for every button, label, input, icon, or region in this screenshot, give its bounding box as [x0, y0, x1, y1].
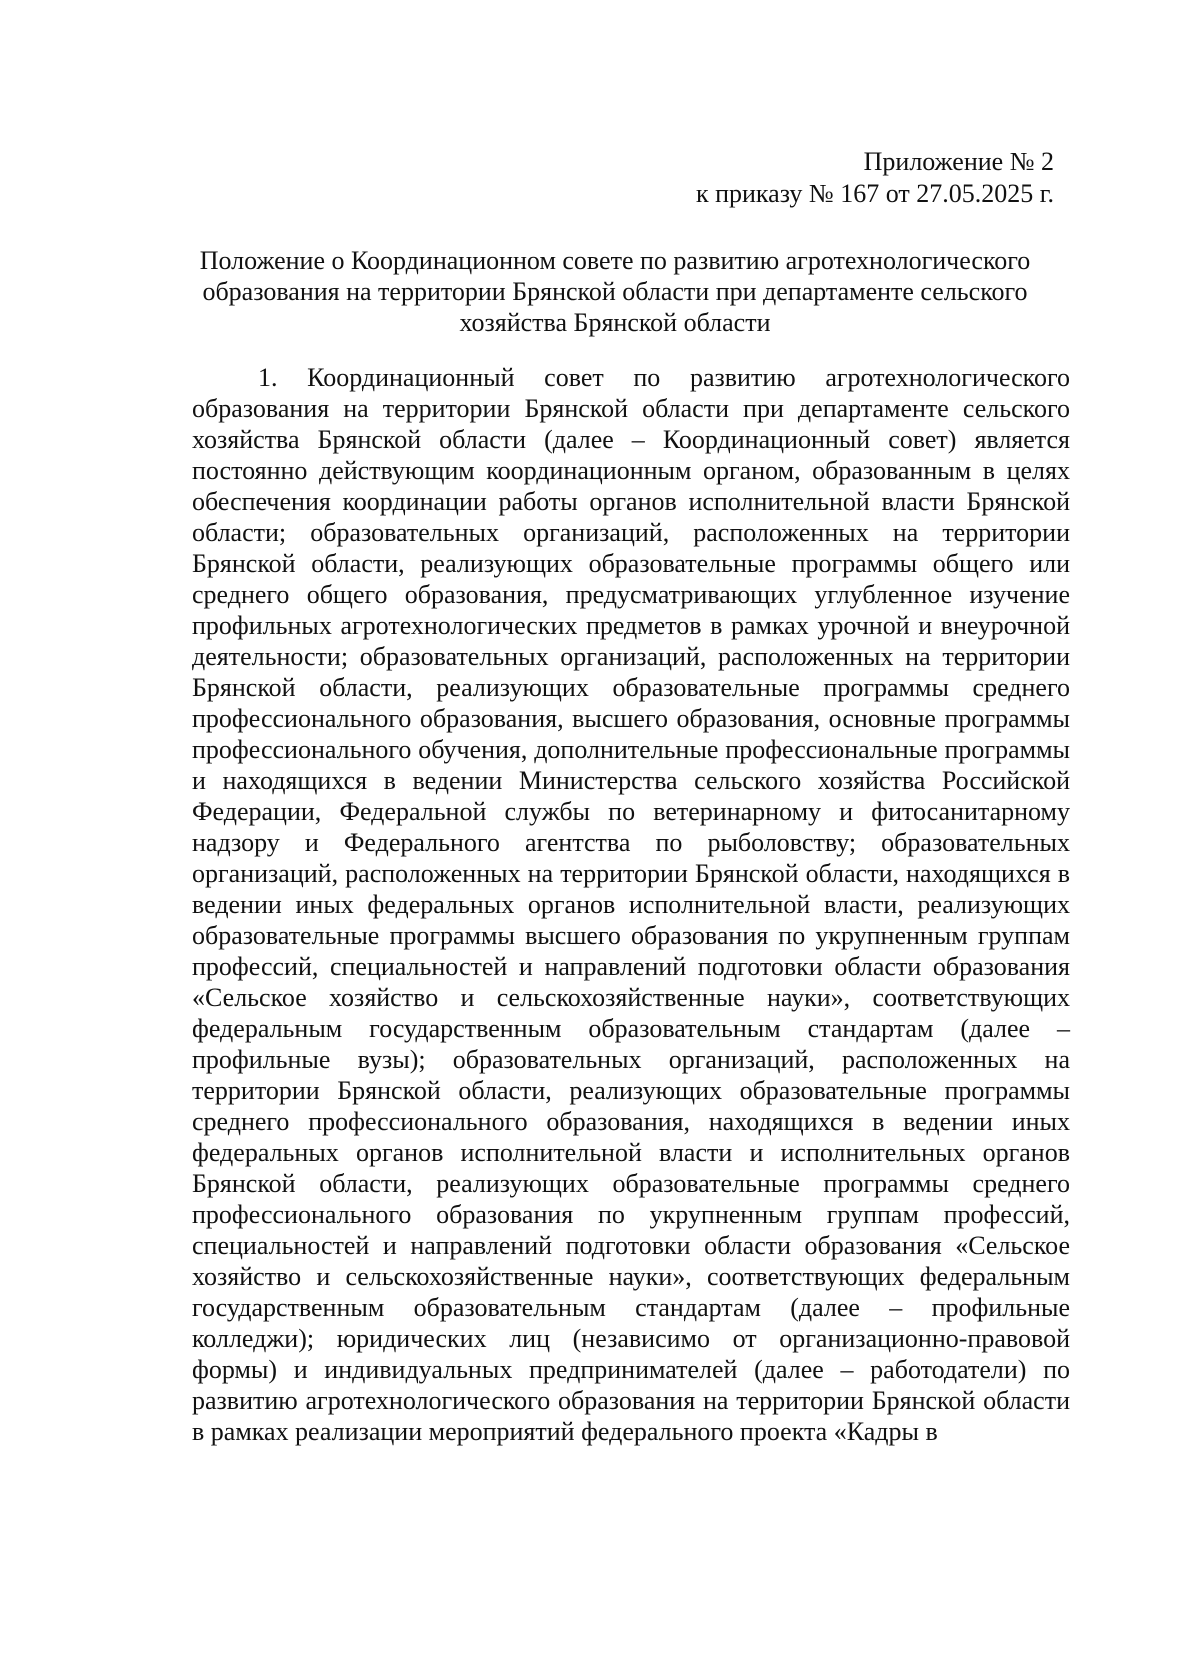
appendix-number-line: Приложение № 2: [863, 147, 1054, 176]
order-reference-line: к приказу № 167 от 27.05.2025 г.: [695, 179, 1054, 208]
document-title: Положение о Координационном совете по развитию агротехнологического образования на территории Брянской области при департаменте сельского хозяйства Брянской области: [199, 246, 1031, 337]
appendix-header: [696, 146, 1054, 210]
body-paragraph-1: 1. Координационный совет по развитию агротехнологического образования на территории Брянской области при департаменте сельского хозяйства Брянской области (далее – Координационный совет) является постоянно действующим координационным органом, образованным в целях обеспечения координации работы органов исполнительной власти Брянской области; образовательных организаций, расположенных на территории Брянской области, реализующих образовательные программы общего или среднего общего образования, предусматривающих углубленное изучение профильных агротехнологических предметов в рамках урочной и внеурочной деятельности; образовательных организаций, расположенных на территории Брянской области, реализующих образовательные программы среднего профессионального образования, высшего образования, основные программы профессионального обучения, дополнительные профессиональные программы и находящихся в ведении Министерства сельского хозяйства Российской Федерации, Федеральной службы по ветеринарному и фитосанитарному надзору и Федерального агентства по рыболовству; образовательных организаций, расположенных на территории Брянской области, находящихся в ведении иных федеральных органов исполнительной власти, реализующих образовательные программы высшего образования по укрупненным группам профессий, специальностей и направлений подготовки области образования «Сельское хозяйство и сельскохозяйственные науки», соответствующих федеральным государственным образовательным стандартам (далее – профильные вузы); образовательных организаций, расположенных на территории Брянской области, реализующих образовательные программы среднего профессионального образования, находящихся в ведении иных федеральных органов исполнительной власти и исполнительных органов Брянской области, реализующих образовательные программы среднего профессионального образования по укрупненным группам профессий, специальностей и направлений подготовки области образования «Сельское хозяйство и сельскохозяйственные науки», соответствующих федеральным государственным образовательным стандартам (далее – профильные колледжи); юридических лиц (независимо от организационно-правовой формы) и индивидуальных предпринимателей (далее – работодатели) по развитию агротехнологического образования на территории Брянской области в рамках реализации мероприятий федерального проекта «Кадры в: [192, 363, 1070, 1446]
